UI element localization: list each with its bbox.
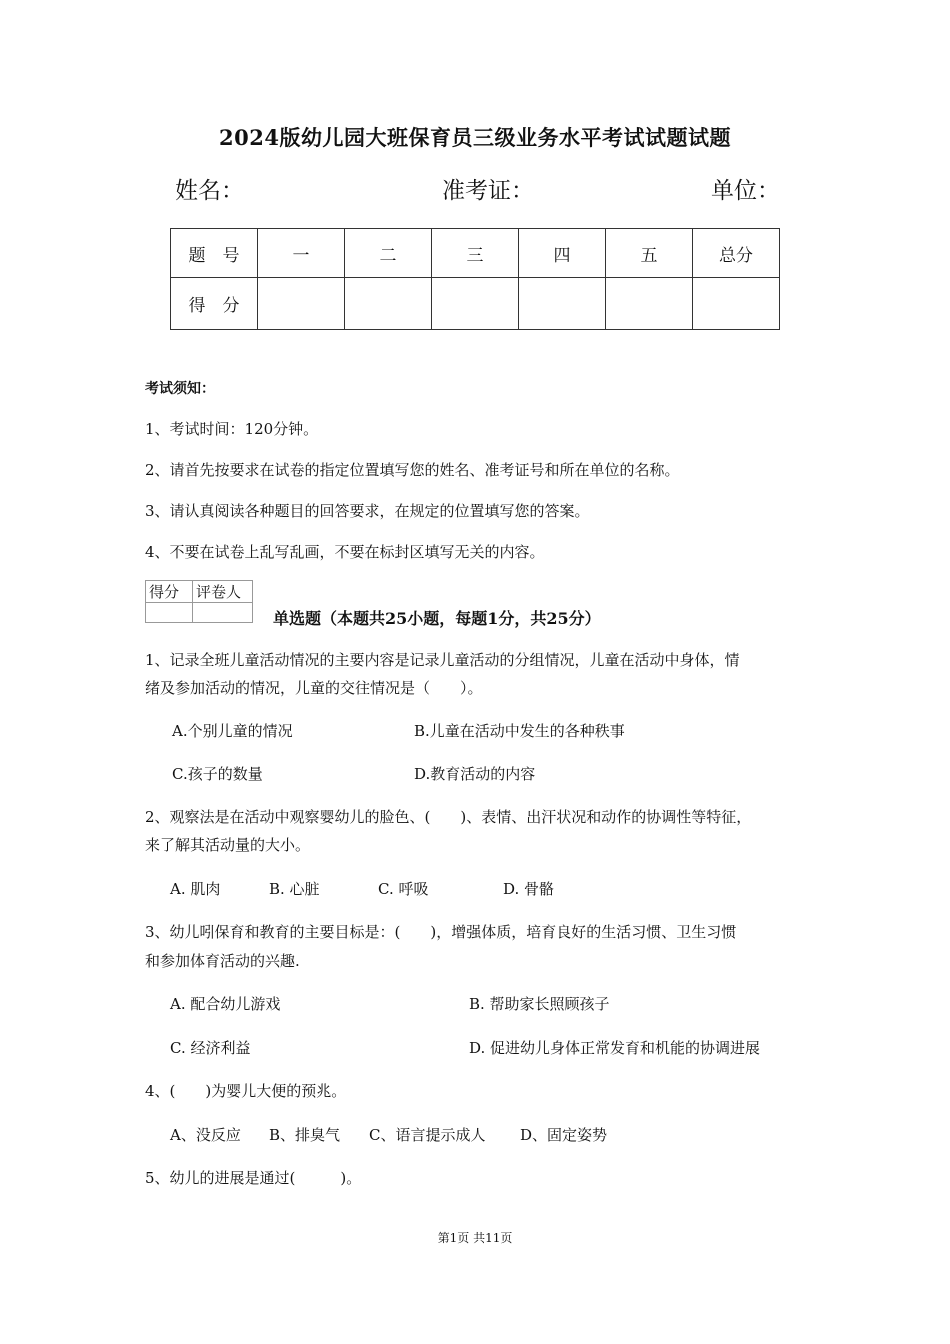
score-cell [432,278,519,330]
question-1-option-c: C.孩子的数量 [172,765,263,783]
name-field-label: 姓名： [175,178,244,204]
question-2-option-d: D. 骨骼 [503,880,555,898]
question-2-line-2: 来了解其活动量的大小。 [145,836,311,854]
question-3-line-1: 3、幼儿吲保育和教育的主要目标是：( )，增强体质，培育良好的生活习惯、卫生习惯 [145,923,737,941]
score-row-label: 得 分 [171,278,258,330]
question-2-option-c: C. 呼吸 [378,880,429,898]
grader-reviewer-cell [193,603,253,623]
question-2-option-b: B. 心脏 [269,880,320,898]
page-footer: 第1页 共11页 [437,1231,513,1245]
score-cell [345,278,432,330]
question-4-line-1: 4、( )为婴儿大便的预兆。 [145,1082,347,1100]
notice-item: 3、请认真阅读各种题目的回答要求，在规定的位置填写您的答案。 [145,502,590,520]
grader-header-row [146,581,253,603]
score-cell [606,278,693,330]
question-1-line-1: 1、记录全班儿童活动情况的主要内容是记录儿童活动的分组情况，儿童在活动中身体，情 [145,651,740,669]
score-header-cell: 二 [345,229,432,278]
score-cell [519,278,606,330]
question-1-option-d: D.教育活动的内容 [414,765,536,783]
score-table-score-row [171,278,780,330]
score-header-cell: 题 号 [171,229,258,278]
notice-heading: 考试须知： [145,381,215,397]
question-3-option-b: B. 帮助家长照顾孩子 [469,995,610,1013]
question-4-option-a: A、没反应 [170,1126,241,1144]
grader-box [145,580,253,623]
question-4-option-d: D、固定姿势 [520,1126,608,1144]
grader-score-label: 得分 [146,581,193,603]
notice-item: 2、请首先按要求在试卷的指定位置填写您的姓名、准考证号和所在单位的名称。 [145,461,680,479]
score-table [170,228,780,330]
question-3-option-a: A. 配合幼儿游戏 [170,995,281,1013]
score-header-cell: 一 [258,229,345,278]
question-2-line-1: 2、观察法是在活动中观察婴幼儿的脸色、( )、表情、出汗状况和动作的协调性等特征， [145,808,752,826]
exam-id-field-label: 准考证： [442,178,534,204]
question-4-option-c: C、语言提示成人 [369,1126,486,1144]
score-header-cell: 总分 [693,229,780,278]
unit-field-label: 单位： [711,178,780,204]
notice-item: 1、考试时间：120分钟。 [145,420,319,438]
question-2-option-a: A. 肌肉 [170,880,221,898]
score-header-cell: 四 [519,229,606,278]
notice-item: 4、不要在试卷上乱写乱画，不要在标封区填写无关的内容。 [145,543,545,561]
question-3-line-2: 和参加体育活动的兴趣. [145,952,300,970]
exam-title: 2024版幼儿园大班保育员三级业务水平考试试题试题 [219,125,731,150]
question-3-option-d: D. 促进幼儿身体正常发育和机能的协调进展 [469,1039,761,1057]
grader-score-cell [146,603,193,623]
grader-blank-row [146,603,253,623]
grader-reviewer-label: 评卷人 [193,581,253,603]
question-5-line-1: 5、幼儿的进展是通过( )。 [145,1169,362,1187]
score-cell [258,278,345,330]
question-1-option-a: A.个别儿童的情况 [172,722,293,740]
score-header-cell: 三 [432,229,519,278]
score-table-header-row [171,229,780,278]
question-3-option-c: C. 经济利益 [170,1039,251,1057]
section-title: 单选题（本题共25小题，每题1分，共25分） [273,609,601,628]
question-1-line-2: 绪及参加活动的情况，儿童的交往情况是（ ）。 [145,679,483,697]
question-1-option-b: B.儿童在活动中发生的各种秩事 [414,722,625,740]
score-cell [693,278,780,330]
score-header-cell: 五 [606,229,693,278]
question-4-option-b: B、排臭气 [269,1126,341,1144]
